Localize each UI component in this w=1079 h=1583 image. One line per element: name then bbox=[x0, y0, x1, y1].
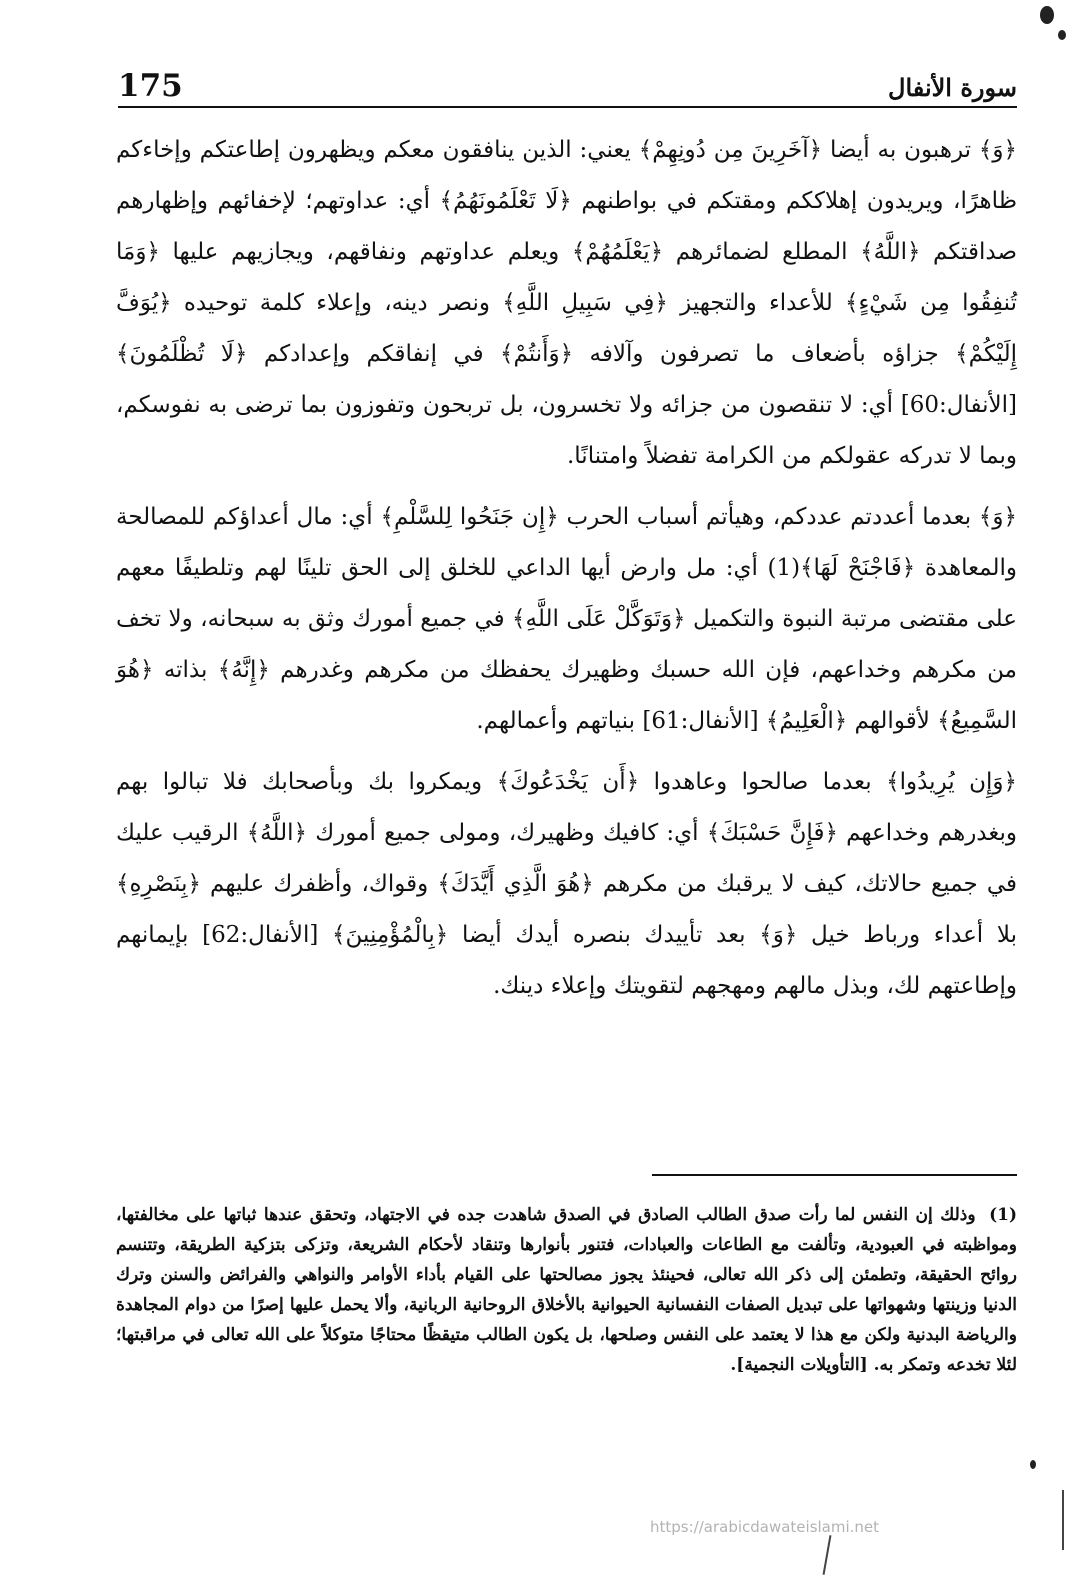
footnote-text: وذلك إن النفس لما رأت صدق الطالب الصادق في الصدق شاهدت جده في الاجتهاد، وتحقق عندها ثباتها على مخالفتها، ومواظبته في العبودية، وتألفت مع الطاعات والعبادات، فتنور بأنوارها وتنقاد لأحكام الشريعة، وتزكى بتزكية الطريقة، وتتنسم روائح الحقيقة، وتطمئن إلى ذكر الله تعالى، فحينئذ يجوز مصالحتها على القيام بأداء الأوامر والنواهي والفرائض والسنن وترك الدنيا وزينتها وشهواتها على تبديل الصفات النفسانية الحيوانية بالأخلاق الروحانية الربانية، وألا يحمل عليها إصرًا من دوام المجاهدة والرياضة البدنية ولكن مع هذا لا يعتمد على النفس وصلحها، بل يكون الطالب متيقظًا محتاجًا متوكلاً على الله تعالى في مراقبتها؛ لئلا تخدعه وتمكر به. [التأويلات النجمية]. bbox=[116, 1205, 1017, 1375]
page-number: 175 bbox=[118, 68, 183, 104]
scan-speck bbox=[1040, 6, 1054, 24]
watermark-url: https://arabicdawateislami.net bbox=[650, 1518, 880, 1536]
footnote-marker: (1) bbox=[989, 1205, 1018, 1225]
scan-edge-mark bbox=[1062, 1490, 1064, 1550]
surah-title: سورة الأنفال bbox=[888, 73, 1017, 102]
footnote bbox=[116, 1200, 1017, 1380]
page-header bbox=[118, 52, 1017, 108]
scan-speck bbox=[1030, 1460, 1036, 1469]
paragraph: ﴿وَإِن يُرِيدُوا﴾ بعدما صالحوا وعاهدوا ﴿أَن يَخْدَعُوكَ﴾ ويمكروا بك وبأصحابك فلا تبالوا بهم وبغدرهم وخداعهم ﴿فَإِنَّ حَسْبَكَ﴾ أي: كافيك وظهيرك، ومولى جميع أمورك ﴿اللَّهُ﴾ الرقيب عليك في جميع حالاتك، كيف لا يرقبك من مكرهم ﴿هُوَ الَّذِي أَيَّدَكَ﴾ وقواك، وأظفرك عليهم ﴿بِنَصْرِهِ﴾ بلا أعداء ورباط خيل ﴿وَ﴾ بعد تأييدك بنصره أيدك أيضا ﴿بِالْمُؤْمِنِينَ﴾ [الأنفال:62] بإيمانهم وإطاعتهم لك، وبذل مالهم ومهجهم لتقويتك وإعلاء دينك. bbox=[116, 769, 1017, 999]
paragraph: ﴿وَ﴾ بعدما أعددتم عددكم، وهيأتم أسباب الحرب ﴿إِن جَنَحُوا لِلسَّلْمِ﴾ أي: مال أعداؤكم للمصالحة والمعاهدة ﴿فَاجْنَحْ لَهَا﴾(1) أي: مل وارض أيها الداعي للخلق إلى الحق تلينًا لهم وتلطيفًا معهم على مقتضى مرتبة النبوة والتكميل ﴿وَتَوَكَّلْ عَلَى اللَّهِ﴾ في جميع أمورك وثق به سبحانه، ولا تخف من مكرهم وخداعهم، فإن الله حسبك وظهيرك يحفظك من مكرهم وغدرهم ﴿إِنَّهُ﴾ بذاته ﴿هُوَ السَّمِيعُ﴾ لأقوالهم ﴿الْعَلِيمُ﴾ [الأنفال:61] بنياتهم وأعمالهم. bbox=[116, 504, 1018, 734]
footnote-separator bbox=[652, 1174, 1017, 1176]
scan-speck bbox=[1058, 30, 1066, 40]
main-text bbox=[116, 125, 1017, 1022]
paragraph: ﴿وَ﴾ ترهبون به أيضا ﴿آخَرِينَ مِن دُونِهِمْ﴾ يعني: الذين ينافقون معكم ويظهرون إطاعتكم وإخاءكم ظاهرًا، ويريدون إهلاككم ومقتكم في بواطنهم ﴿لَا تَعْلَمُونَهُمُ﴾ أي: عداوتهم؛ لإخفائهم وإظهارهم صداقتكم ﴿اللَّهُ﴾ المطلع لضمائرهم ﴿يَعْلَمُهُمْ﴾ ويعلم عداوتهم ونفاقهم، ويجازيهم عليها ﴿وَمَا تُنفِقُوا مِن شَيْءٍ﴾ للأعداء والتجهيز ﴿فِي سَبِيلِ اللَّهِ﴾ ونصر دينه، وإعلاء كلمة توحيده ﴿يُوَفَّ إِلَيْكُمْ﴾ جزاؤه بأضعاف ما تصرفون وآلافه ﴿وَأَنتُمْ﴾ في إنفاقكم وإعدادكم ﴿لَا تُظْلَمُونَ﴾ [الأنفال:60] أي: لا تنقصون من جزائه ولا تخسرون، بل تربحون وتفوزون بما ترضى به نفوسكم، وبما لا تدركه عقولكم من الكرامة تفضلاً وامتنانًا. bbox=[116, 137, 1017, 469]
scan-edge-mark bbox=[823, 1535, 832, 1575]
